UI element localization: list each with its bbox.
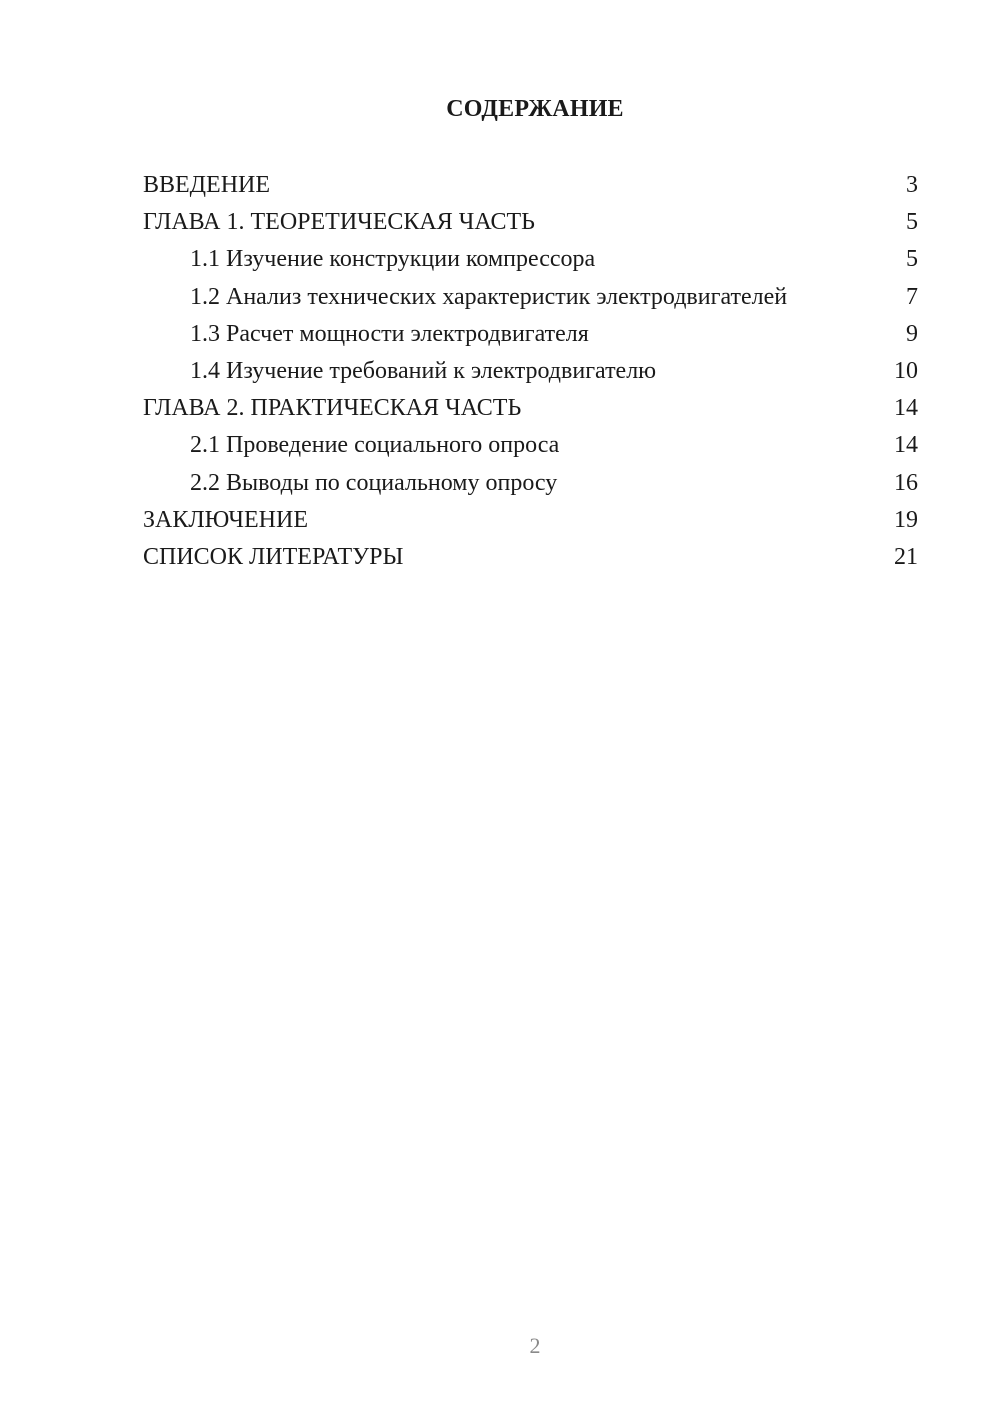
page-title: СОДЕРЖАНИЕ bbox=[446, 96, 624, 122]
toc-entry-chapter-2[interactable] bbox=[143, 390, 918, 427]
toc-entry-label: ЗАКЛЮЧЕНИЕ bbox=[143, 506, 308, 533]
toc-entry-page: 5 bbox=[906, 246, 918, 273]
toc-entry-section-2-1[interactable] bbox=[143, 427, 918, 464]
page-number: 2 bbox=[529, 1333, 541, 1358]
toc-entry-page: 14 bbox=[894, 395, 918, 422]
toc-entry-label: 1.1 Изучение конструкции компрессора bbox=[190, 246, 596, 273]
toc-entry-page: 5 bbox=[906, 209, 918, 236]
toc-entry-page: 3 bbox=[906, 172, 918, 198]
toc-entry-label: 1.3 Расчет мощности электродвигателя bbox=[190, 320, 589, 347]
toc-entry-label: 2.2 Выводы по социальному опросу bbox=[190, 469, 558, 496]
toc-entry-section-1-4[interactable] bbox=[143, 353, 918, 390]
toc-entry-page: 10 bbox=[894, 357, 918, 384]
toc-entry-label: 1.2 Анализ технических характеристик электродвигателей bbox=[190, 283, 788, 310]
toc-entry-page: 21 bbox=[894, 543, 918, 570]
toc-entry-bibliography[interactable] bbox=[143, 539, 918, 576]
toc-entry-conclusion[interactable] bbox=[143, 502, 918, 539]
toc-entry-section-1-3[interactable] bbox=[143, 316, 918, 353]
toc-entry-label: ВВЕДЕНИЕ bbox=[143, 172, 271, 198]
toc-entry-label: 2.1 Проведение социального опроса bbox=[190, 432, 560, 459]
toc-entry-page: 19 bbox=[894, 506, 918, 533]
toc-entry-section-1-2[interactable] bbox=[143, 279, 918, 316]
toc-entry-page: 16 bbox=[894, 469, 918, 496]
toc-entry-chapter-1[interactable] bbox=[143, 204, 918, 241]
toc-entry-page: 7 bbox=[906, 283, 918, 310]
toc-entry-page: 14 bbox=[894, 432, 918, 459]
toc-entry-section-2-2[interactable] bbox=[143, 465, 918, 502]
toc-entry-label: СПИСОК ЛИТЕРАТУРЫ bbox=[143, 543, 404, 570]
toc-entry-label: ГЛАВА 1. ТЕОРЕТИЧЕСКАЯ ЧАСТЬ bbox=[143, 209, 535, 236]
toc-entry-introduction[interactable] bbox=[143, 167, 918, 204]
toc-entry-label: 1.4 Изучение требований к электродвигателю bbox=[190, 357, 657, 384]
toc-entry-section-1-1[interactable] bbox=[143, 241, 918, 278]
table-of-contents bbox=[143, 167, 918, 576]
toc-entry-page: 9 bbox=[906, 320, 918, 347]
toc-entry-label: ГЛАВА 2. ПРАКТИЧЕСКАЯ ЧАСТЬ bbox=[143, 395, 522, 422]
